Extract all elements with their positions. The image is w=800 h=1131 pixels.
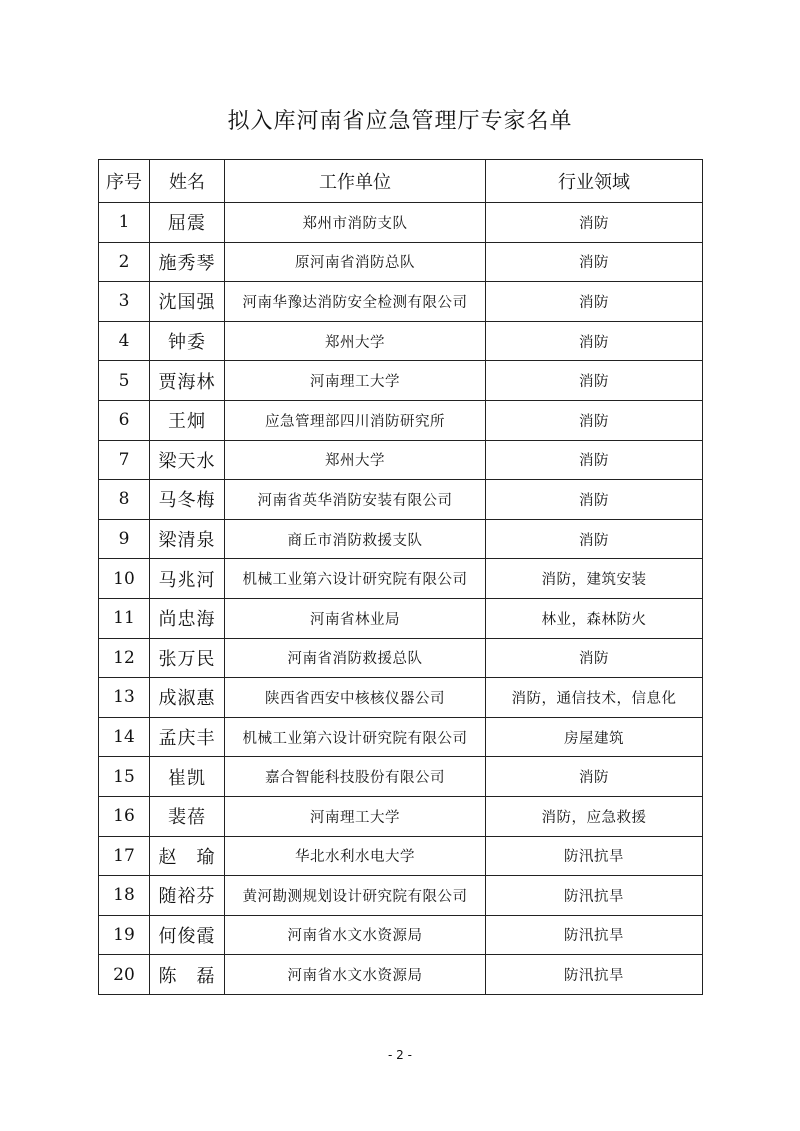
serial-number-cell: 5 <box>99 361 150 401</box>
work-unit-cell: 机械工业第六设计研究院有限公司 <box>225 717 486 757</box>
name-cell: 尚忠海 <box>150 598 225 638</box>
table-row <box>99 361 703 401</box>
name-cell: 屈震 <box>150 203 225 243</box>
table-row <box>99 282 703 322</box>
industry-field-cell: 消防 <box>486 242 703 282</box>
header-serial-number: 序号 <box>99 160 150 203</box>
industry-field-cell: 防汛抗旱 <box>486 836 703 876</box>
industry-field-cell: 消防 <box>486 757 703 797</box>
work-unit-cell: 郑州大学 <box>225 440 486 480</box>
work-unit-cell: 应急管理部四川消防研究所 <box>225 400 486 440</box>
work-unit-cell: 商丘市消防救援支队 <box>225 519 486 559</box>
work-unit-cell: 河南省水文水资源局 <box>225 915 486 955</box>
name-cell: 裴蓓 <box>150 796 225 836</box>
serial-number-cell: 4 <box>99 321 150 361</box>
name-cell: 随裕芬 <box>150 876 225 916</box>
name-cell: 张万民 <box>150 638 225 678</box>
industry-field-cell: 房屋建筑 <box>486 717 703 757</box>
name-cell: 钟委 <box>150 321 225 361</box>
work-unit-cell: 河南省消防救援总队 <box>225 638 486 678</box>
serial-number-cell: 17 <box>99 836 150 876</box>
name-cell: 何俊霞 <box>150 915 225 955</box>
table-row <box>99 400 703 440</box>
header-name: 姓名 <box>150 160 225 203</box>
industry-field-cell: 消防，通信技术，信息化 <box>486 678 703 718</box>
table-row <box>99 717 703 757</box>
name-cell: 贾海林 <box>150 361 225 401</box>
work-unit-cell: 黄河勘测规划设计研究院有限公司 <box>225 876 486 916</box>
serial-number-cell: 15 <box>99 757 150 797</box>
name-cell: 孟庆丰 <box>150 717 225 757</box>
work-unit-cell: 河南省英华消防安装有限公司 <box>225 480 486 520</box>
serial-number-cell: 8 <box>99 480 150 520</box>
serial-number-cell: 2 <box>99 242 150 282</box>
serial-number-cell: 14 <box>99 717 150 757</box>
work-unit-cell: 原河南省消防总队 <box>225 242 486 282</box>
serial-number-cell: 18 <box>99 876 150 916</box>
table-row <box>99 836 703 876</box>
industry-field-cell: 消防 <box>486 400 703 440</box>
work-unit-cell: 河南省水文水资源局 <box>225 955 486 995</box>
header-industry-field: 行业领域 <box>486 160 703 203</box>
industry-field-cell: 林业，森林防火 <box>486 598 703 638</box>
name-cell: 梁清泉 <box>150 519 225 559</box>
table-row <box>99 876 703 916</box>
table-row <box>99 796 703 836</box>
industry-field-cell: 消防 <box>486 361 703 401</box>
table-row <box>99 559 703 599</box>
work-unit-cell: 郑州大学 <box>225 321 486 361</box>
serial-number-cell: 20 <box>99 955 150 995</box>
industry-field-cell: 防汛抗旱 <box>486 955 703 995</box>
document-title: 拟入库河南省应急管理厅专家名单 <box>227 109 573 134</box>
industry-field-cell: 消防 <box>486 321 703 361</box>
table-header-row <box>99 160 703 203</box>
work-unit-cell: 河南省林业局 <box>225 598 486 638</box>
name-cell: 崔凯 <box>150 757 225 797</box>
table-body <box>99 203 703 995</box>
work-unit-cell: 河南理工大学 <box>225 361 486 401</box>
industry-field-cell: 消防 <box>486 519 703 559</box>
work-unit-cell: 嘉合智能科技股份有限公司 <box>225 757 486 797</box>
serial-number-cell: 13 <box>99 678 150 718</box>
work-unit-cell: 华北水利水电大学 <box>225 836 486 876</box>
work-unit-cell: 郑州市消防支队 <box>225 203 486 243</box>
table-row <box>99 480 703 520</box>
industry-field-cell: 防汛抗旱 <box>486 876 703 916</box>
name-cell: 成淑惠 <box>150 678 225 718</box>
work-unit-cell: 陕西省西安中核核仪器公司 <box>225 678 486 718</box>
serial-number-cell: 1 <box>99 203 150 243</box>
work-unit-cell: 机械工业第六设计研究院有限公司 <box>225 559 486 599</box>
work-unit-cell: 河南理工大学 <box>225 796 486 836</box>
header-work-unit: 工作单位 <box>225 160 486 203</box>
name-cell: 马兆河 <box>150 559 225 599</box>
table-row <box>99 321 703 361</box>
expert-list-table <box>98 159 703 995</box>
table-row <box>99 678 703 718</box>
serial-number-cell: 6 <box>99 400 150 440</box>
serial-number-cell: 9 <box>99 519 150 559</box>
table-row <box>99 242 703 282</box>
serial-number-cell: 19 <box>99 915 150 955</box>
name-cell: 沈国强 <box>150 282 225 322</box>
name-cell: 梁天水 <box>150 440 225 480</box>
industry-field-cell: 消防 <box>486 203 703 243</box>
work-unit-cell: 河南华豫达消防安全检测有限公司 <box>225 282 486 322</box>
industry-field-cell: 消防 <box>486 282 703 322</box>
name-cell: 施秀琴 <box>150 242 225 282</box>
table-row <box>99 638 703 678</box>
serial-number-cell: 3 <box>99 282 150 322</box>
name-cell: 赵 瑜 <box>150 836 225 876</box>
industry-field-cell: 消防，建筑安装 <box>486 559 703 599</box>
table-row <box>99 757 703 797</box>
industry-field-cell: 防汛抗旱 <box>486 915 703 955</box>
table-row <box>99 519 703 559</box>
serial-number-cell: 16 <box>99 796 150 836</box>
serial-number-cell: 12 <box>99 638 150 678</box>
table-row <box>99 440 703 480</box>
industry-field-cell: 消防 <box>486 638 703 678</box>
name-cell: 马冬梅 <box>150 480 225 520</box>
table-row <box>99 915 703 955</box>
name-cell: 陈 磊 <box>150 955 225 995</box>
industry-field-cell: 消防，应急救援 <box>486 796 703 836</box>
industry-field-cell: 消防 <box>486 440 703 480</box>
industry-field-cell: 消防 <box>486 480 703 520</box>
name-cell: 王炯 <box>150 400 225 440</box>
table-row <box>99 598 703 638</box>
table-row <box>99 955 703 995</box>
serial-number-cell: 10 <box>99 559 150 599</box>
serial-number-cell: 11 <box>99 598 150 638</box>
serial-number-cell: 7 <box>99 440 150 480</box>
table-row <box>99 203 703 243</box>
page-number: - 2 - <box>388 1048 412 1062</box>
